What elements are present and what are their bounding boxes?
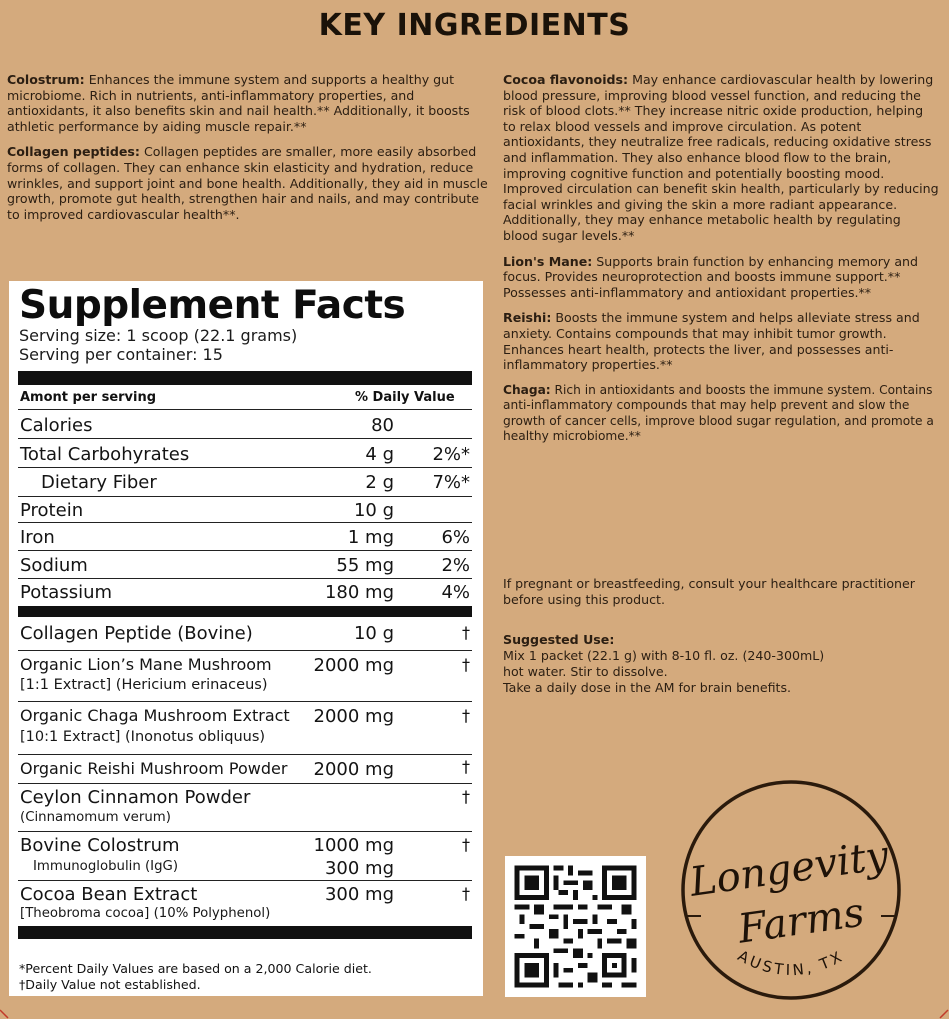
ingredient-chaga bbox=[503, 383, 939, 445]
blend-name: Organic Reishi Mushroom Powder bbox=[20, 759, 288, 778]
daily-value-header: % Daily Value bbox=[355, 390, 455, 405]
nutrient-name: Dietary Fiber bbox=[41, 472, 157, 493]
blend-amount: 2000 mg bbox=[313, 706, 394, 727]
nutrient-amount: 4 g bbox=[365, 444, 394, 465]
nutrient-row bbox=[18, 468, 472, 497]
nutrient-name: Total Carbohyrates bbox=[20, 444, 190, 465]
logo-line-2: Farms bbox=[735, 889, 868, 953]
svg-text:AUSTIN, TX bbox=[735, 947, 847, 980]
ingredient-row bbox=[18, 784, 472, 832]
blend-subtitle: [Theobroma cocoa] (10% Polyphenol) bbox=[20, 906, 271, 921]
ingredient-row bbox=[18, 755, 472, 784]
blend-amount-secondary: 300 mg bbox=[324, 858, 394, 879]
nutrient-row bbox=[18, 579, 472, 606]
ingredient-text: May enhance cardiovascular health by lowering blood pressure, improving blood vessel function, and reducing the risk of blood clots.** They increase nitric oxide production, helping to relax blood vessels and improve circulation. As potent antioxidants, they neutralize free radicals, reducing oxidative stress and inflammation. They also enhance blood flow to the brain, improving cognitive function and potentially boosting mood. Improved circulation can benefit skin health, particularly by reducing facial wrinkles and giving the skin a more radiant appearance. Additionally, they may enhance metabolic health by regulating blood sugar levels.** bbox=[503, 72, 939, 243]
thick-divider bbox=[18, 926, 472, 939]
dagger-mark: † bbox=[462, 835, 470, 854]
logo-graphic bbox=[671, 770, 911, 1010]
logo-line-1: Longevity bbox=[687, 832, 892, 906]
ingredient-text: Boosts the immune system and helps alleviate stress and anxiety. Contains compounds that may inhibit tumor growth. Enhances heart health, protects the liver, and possesses anti-inflammatory properties.** bbox=[503, 310, 920, 373]
nutrient-name: Potassium bbox=[20, 582, 113, 603]
nutrient-dv: 2% bbox=[441, 555, 470, 576]
blend-name: Cocoa Bean Extract bbox=[20, 884, 198, 905]
blend-subtitle: Immunoglobulin (IgG) bbox=[33, 859, 179, 874]
blend-name: Collagen Peptide (Bovine) bbox=[20, 623, 253, 644]
blend-name: Ceylon Cinnamon Powder bbox=[20, 787, 251, 808]
footnote-daily-values: *Percent Daily Values are based on a 2,000 Calorie diet. bbox=[19, 961, 372, 976]
ingredient-name: Lion's Mane: bbox=[503, 253, 593, 269]
nutrient-name: Iron bbox=[20, 527, 55, 548]
pregnancy-notice: If pregnant or breastfeeding, consult your healthcare practitioner before using this product. bbox=[503, 576, 915, 607]
ingredient-name: Colostrum: bbox=[7, 72, 85, 87]
nutrient-name: Protein bbox=[20, 500, 84, 521]
ingredient-row bbox=[18, 651, 472, 702]
nutrient-row bbox=[18, 410, 472, 439]
ingredients-right-column bbox=[503, 72, 939, 455]
ingredient-text: Collagen peptides are smaller, more easily absorbed forms of collagen. They can enhance skin elasticity and hydration, reduce wrinkles, and support joint and bone health. Additionally, they aid in muscle growth, promote gut health, strengthen hair and nails, and may contribute to improved cardiovascular health**. bbox=[7, 144, 488, 222]
blend-amount: 1000 mg bbox=[313, 835, 394, 856]
ingredient-text: Rich in antioxidants and boosts the immune system. Contains anti-inflammatory compounds that may help prevent and slow the growth of cancer cells, improve blood sugar regulation, and promote a healthy microbiome.** bbox=[503, 382, 934, 444]
ingredient-cocoa bbox=[503, 72, 939, 244]
ingredient-row bbox=[18, 881, 472, 926]
blend-amount: 2000 mg bbox=[313, 655, 394, 676]
blend-name: Bovine Colostrum bbox=[20, 835, 180, 856]
nutrient-dv: 2%* bbox=[432, 444, 470, 465]
supplement-facts-panel bbox=[9, 281, 483, 996]
nutrient-row bbox=[18, 551, 472, 579]
ingredient-name: Chaga: bbox=[503, 382, 551, 397]
nutrient-amount: 80 bbox=[371, 415, 394, 436]
dagger-mark: † bbox=[462, 623, 470, 642]
qr-code-icon[interactable] bbox=[505, 856, 646, 997]
nutrient-amount: 2 g bbox=[365, 472, 394, 493]
dagger-mark: † bbox=[462, 884, 470, 903]
ingredient-text: Enhances the immune system and supports a healthy gut microbiome. Rich in nutrients, anti-inflammatory properties, and antioxidants, it also benefits skin and nail health.** Additionally, it boosts athletic performance by aiding muscle repair.** bbox=[7, 72, 470, 134]
blend-amount: 2000 mg bbox=[313, 759, 394, 780]
footnote-not-established: †Daily Value not established. bbox=[19, 977, 201, 992]
ingredient-name: Collagen peptides: bbox=[7, 144, 140, 160]
longevity-farms-logo bbox=[671, 770, 911, 1010]
nutrient-name: Sodium bbox=[20, 555, 88, 576]
suggested-use-line: Mix 1 packet (22.1 g) with 8-10 fl. oz. (240-300mL) bbox=[503, 648, 825, 663]
thick-divider bbox=[18, 371, 472, 385]
ingredient-colostrum bbox=[7, 72, 491, 134]
blend-subtitle: [10:1 Extract] (Inonotus obliquus) bbox=[20, 729, 266, 745]
nutrient-dv: 7%* bbox=[432, 472, 470, 493]
nutrient-amount: 180 mg bbox=[324, 582, 394, 603]
suggested-use-heading: Suggested Use: bbox=[503, 632, 615, 647]
ingredients-left-column bbox=[7, 72, 491, 232]
logo-location: AUSTIN, TX bbox=[734, 946, 848, 980]
cut-line bbox=[0, 1008, 949, 1019]
dagger-mark: † bbox=[462, 706, 470, 725]
nutrient-amount: 10 g bbox=[353, 500, 394, 521]
ingredient-row bbox=[18, 832, 472, 881]
blend-subtitle: [1:1 Extract] (Hericium erinaceus) bbox=[20, 677, 268, 693]
serving-size: Serving size: 1 scoop (22.1 grams) bbox=[19, 326, 298, 345]
ingredient-lions-mane bbox=[503, 254, 939, 301]
nutrient-amount: 1 mg bbox=[347, 527, 394, 548]
suggested-use-line: Take a daily dose in the AM for brain benefits. bbox=[503, 680, 792, 695]
nutrient-name: Calories bbox=[20, 415, 93, 436]
facts-title: Supplement Facts bbox=[19, 283, 406, 328]
ingredient-collagen bbox=[7, 144, 491, 222]
ingredient-name: Reishi: bbox=[503, 310, 552, 326]
page-title: KEY INGREDIENTS bbox=[318, 8, 631, 43]
dagger-mark: † bbox=[462, 655, 470, 674]
qr-code-graphic bbox=[505, 856, 646, 997]
nutrient-amount: 55 mg bbox=[336, 555, 394, 576]
blend-subtitle: (Cinnamomum verum) bbox=[20, 810, 171, 825]
suggested-use bbox=[503, 632, 933, 696]
nutrient-dv: 6% bbox=[441, 527, 470, 548]
ingredient-row bbox=[18, 702, 472, 755]
blend-name: Organic Chaga Mushroom Extract bbox=[20, 706, 290, 725]
ingredient-reishi bbox=[503, 310, 939, 372]
amount-per-serving-header: Amont per serving bbox=[20, 390, 157, 405]
ingredient-row bbox=[18, 618, 472, 651]
nutrient-row bbox=[18, 523, 472, 551]
blend-amount: 10 g bbox=[353, 623, 394, 644]
nutrient-dv: 4% bbox=[441, 582, 470, 603]
nutrient-row bbox=[18, 439, 472, 468]
ingredient-name: Cocoa flavonoids: bbox=[503, 72, 629, 87]
blend-name: Organic Lion’s Mane Mushroom bbox=[20, 655, 272, 674]
blend-amount: 300 mg bbox=[324, 884, 394, 905]
thick-divider bbox=[18, 606, 472, 617]
dagger-mark: † bbox=[462, 757, 470, 776]
nutrient-row bbox=[18, 497, 472, 523]
dagger-mark: † bbox=[462, 787, 470, 806]
suggested-use-line: hot water. Stir to dissolve. bbox=[503, 664, 668, 679]
servings-per-container: Serving per container: 15 bbox=[19, 345, 223, 364]
ingredient-text: Supports brain function by enhancing memory and focus. Provides neuroprotection and boosts immune support.** Possesses anti-inflammatory and antioxidant properties.** bbox=[503, 253, 919, 300]
